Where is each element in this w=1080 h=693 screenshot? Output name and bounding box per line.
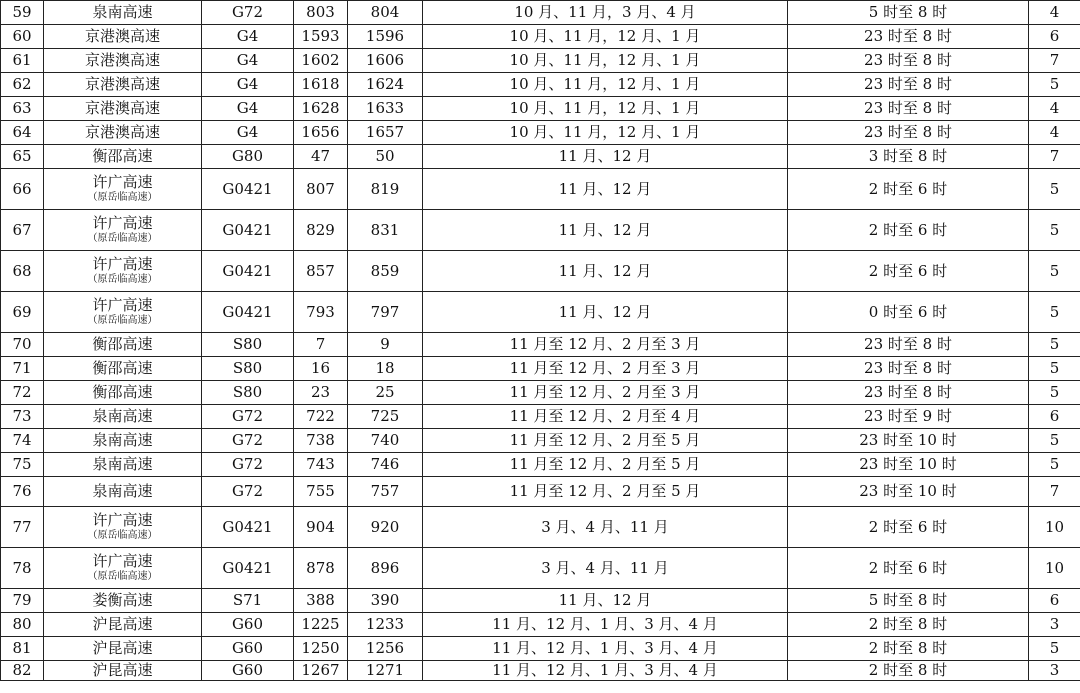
table-row: [1, 292, 1080, 333]
road-name-text: 沪昆高速: [92, 660, 153, 679]
cell-road-code: G4: [202, 121, 294, 145]
cell-end-km: 1657: [348, 121, 423, 145]
cell-index: 76: [1, 477, 44, 507]
road-name-text: 泉南高速: [92, 406, 153, 425]
cell-hours: 2 时至 8 时: [788, 613, 1029, 637]
cell-start-km: 807: [294, 169, 348, 210]
road-name-text: 许广高速: [92, 214, 153, 233]
cell-hours: 2 时至 8 时: [788, 637, 1029, 661]
table-row: [1, 121, 1080, 145]
cell-road-code: G80: [202, 145, 294, 169]
cell-road-code: G60: [202, 637, 294, 661]
table-row: [1, 25, 1080, 49]
cell-start-km: 1602: [294, 49, 348, 73]
cell-months: 10 月、11 月，12 月、1 月: [423, 121, 788, 145]
table-row: [1, 145, 1080, 169]
road-name-text: 京港澳高速: [84, 50, 160, 69]
cell-road-name: [44, 477, 202, 507]
cell-road-name: [44, 548, 202, 589]
cell-hours: 23 时至 8 时: [788, 97, 1029, 121]
cell-road-name: [44, 661, 202, 681]
cell-months: 11 月、12 月: [423, 292, 788, 333]
cell-index: 66: [1, 169, 44, 210]
table-row: [1, 637, 1080, 661]
cell-road-code: G0421: [202, 507, 294, 548]
cell-start-km: 743: [294, 453, 348, 477]
cell-months: 11 月、12 月: [423, 145, 788, 169]
cell-start-km: 803: [294, 1, 348, 25]
cell-months: 10 月、11 月，12 月、1 月: [423, 25, 788, 49]
cell-count: 4: [1029, 121, 1080, 145]
cell-index: 77: [1, 507, 44, 548]
cell-hours: 2 时至 6 时: [788, 251, 1029, 292]
table-row: [1, 613, 1080, 637]
cell-end-km: 896: [348, 548, 423, 589]
cell-start-km: 1593: [294, 25, 348, 49]
cell-road-code: S80: [202, 357, 294, 381]
cell-months: 11 月至 12 月、2 月至 3 月: [423, 381, 788, 405]
road-name-text: 泉南高速: [92, 430, 153, 449]
cell-road-name: [44, 1, 202, 25]
road-name-text: 衡邵高速: [92, 334, 153, 353]
road-note-text: （原岳临高速）: [87, 529, 158, 541]
cell-end-km: 1624: [348, 73, 423, 97]
road-name-text: 沪昆高速: [92, 614, 153, 633]
table-row: [1, 429, 1080, 453]
cell-index: 75: [1, 453, 44, 477]
cell-start-km: 904: [294, 507, 348, 548]
cell-road-code: G72: [202, 1, 294, 25]
cell-hours: 2 时至 6 时: [788, 507, 1029, 548]
road-note-text: （原岳临高速）: [87, 570, 158, 582]
road-note-text: （原岳临高速）: [87, 232, 158, 244]
table-row: [1, 589, 1080, 613]
cell-index: 73: [1, 405, 44, 429]
cell-start-km: 1628: [294, 97, 348, 121]
road-name-text: 衡邵高速: [92, 358, 153, 377]
cell-start-km: 878: [294, 548, 348, 589]
cell-road-code: G0421: [202, 169, 294, 210]
table-row: [1, 357, 1080, 381]
road-name-text: 京港澳高速: [84, 74, 160, 93]
cell-count: 3: [1029, 613, 1080, 637]
cell-count: 4: [1029, 1, 1080, 25]
cell-count: 5: [1029, 637, 1080, 661]
cell-end-km: 859: [348, 251, 423, 292]
cell-road-name: [44, 589, 202, 613]
road-name-text: 泉南高速: [92, 2, 153, 21]
cell-months: 11 月至 12 月、2 月至 3 月: [423, 357, 788, 381]
cell-count: 6: [1029, 405, 1080, 429]
cell-months: 11 月至 12 月、2 月至 5 月: [423, 477, 788, 507]
cell-months: 11 月、12 月、1 月、3 月、4 月: [423, 661, 788, 681]
cell-index: 69: [1, 292, 44, 333]
cell-road-name: [44, 357, 202, 381]
cell-road-code: G4: [202, 97, 294, 121]
cell-end-km: 804: [348, 1, 423, 25]
cell-months: 10 月、11 月，3 月、4 月: [423, 1, 788, 25]
cell-hours: 23 时至 8 时: [788, 333, 1029, 357]
cell-hours: 23 时至 8 时: [788, 25, 1029, 49]
cell-months: 11 月、12 月: [423, 210, 788, 251]
cell-index: 62: [1, 73, 44, 97]
cell-start-km: 857: [294, 251, 348, 292]
cell-road-code: S71: [202, 589, 294, 613]
cell-count: 5: [1029, 251, 1080, 292]
road-note-text: （原岳临高速）: [87, 314, 158, 326]
road-name-text: 京港澳高速: [84, 98, 160, 117]
cell-start-km: 7: [294, 333, 348, 357]
cell-hours: 23 时至 8 时: [788, 73, 1029, 97]
cell-road-code: G4: [202, 73, 294, 97]
road-name-text: 娄衡高速: [92, 590, 153, 609]
cell-end-km: 1271: [348, 661, 423, 681]
cell-start-km: 23: [294, 381, 348, 405]
cell-end-km: 50: [348, 145, 423, 169]
cell-index: 78: [1, 548, 44, 589]
cell-hours: 23 时至 9 时: [788, 405, 1029, 429]
cell-hours: 2 时至 6 时: [788, 210, 1029, 251]
cell-start-km: 1618: [294, 73, 348, 97]
table-row: [1, 453, 1080, 477]
cell-road-name: [44, 381, 202, 405]
cell-end-km: 757: [348, 477, 423, 507]
cell-road-name: [44, 25, 202, 49]
cell-months: 11 月、12 月: [423, 589, 788, 613]
road-name-text: 泉南高速: [92, 454, 153, 473]
cell-months: 11 月至 12 月、2 月至 5 月: [423, 429, 788, 453]
cell-road-name: [44, 169, 202, 210]
cell-road-code: S80: [202, 381, 294, 405]
cell-hours: 23 时至 8 时: [788, 381, 1029, 405]
cell-road-name: [44, 507, 202, 548]
cell-road-code: G0421: [202, 548, 294, 589]
cell-road-name: [44, 637, 202, 661]
cell-index: 79: [1, 589, 44, 613]
cell-hours: 23 时至 8 时: [788, 357, 1029, 381]
cell-months: 11 月、12 月、1 月、3 月、4 月: [423, 637, 788, 661]
cell-index: 70: [1, 333, 44, 357]
cell-count: 5: [1029, 453, 1080, 477]
road-name-text: 京港澳高速: [84, 26, 160, 45]
road-name-text: 许广高速: [92, 296, 153, 315]
cell-start-km: 16: [294, 357, 348, 381]
cell-index: 59: [1, 1, 44, 25]
road-name-text: 京港澳高速: [84, 122, 160, 141]
cell-months: 10 月、11 月，12 月、1 月: [423, 97, 788, 121]
table-row: [1, 477, 1080, 507]
cell-road-name: [44, 613, 202, 637]
cell-index: 64: [1, 121, 44, 145]
cell-end-km: 18: [348, 357, 423, 381]
cell-start-km: 1225: [294, 613, 348, 637]
cell-hours: 2 时至 8 时: [788, 661, 1029, 681]
cell-index: 68: [1, 251, 44, 292]
cell-count: 10: [1029, 507, 1080, 548]
road-name-text: 泉南高速: [92, 481, 153, 500]
cell-start-km: 738: [294, 429, 348, 453]
cell-hours: 23 时至 8 时: [788, 49, 1029, 73]
cell-count: 5: [1029, 73, 1080, 97]
cell-end-km: 25: [348, 381, 423, 405]
cell-end-km: 1256: [348, 637, 423, 661]
cell-count: 7: [1029, 145, 1080, 169]
cell-index: 74: [1, 429, 44, 453]
cell-road-code: G72: [202, 453, 294, 477]
road-name-text: 沪昆高速: [92, 638, 153, 657]
cell-count: 5: [1029, 357, 1080, 381]
cell-start-km: 1267: [294, 661, 348, 681]
table-row: [1, 1, 1080, 25]
cell-hours: 23 时至 10 时: [788, 429, 1029, 453]
cell-road-name: [44, 210, 202, 251]
cell-hours: 23 时至 10 时: [788, 453, 1029, 477]
cell-end-km: 797: [348, 292, 423, 333]
road-name-text: 衡邵高速: [92, 146, 153, 165]
cell-road-name: [44, 333, 202, 357]
cell-months: 10 月、11 月，12 月、1 月: [423, 49, 788, 73]
cell-months: 3 月、4 月、11 月: [423, 548, 788, 589]
cell-index: 60: [1, 25, 44, 49]
cell-hours: 0 时至 6 时: [788, 292, 1029, 333]
cell-end-km: 819: [348, 169, 423, 210]
cell-road-code: G72: [202, 477, 294, 507]
road-name-text: 许广高速: [92, 173, 153, 192]
cell-start-km: 793: [294, 292, 348, 333]
cell-months: 11 月至 12 月、2 月至 5 月: [423, 453, 788, 477]
cell-start-km: 755: [294, 477, 348, 507]
cell-count: 5: [1029, 333, 1080, 357]
cell-count: 6: [1029, 25, 1080, 49]
cell-road-name: [44, 292, 202, 333]
cell-index: 72: [1, 381, 44, 405]
cell-end-km: 9: [348, 333, 423, 357]
cell-road-name: [44, 251, 202, 292]
cell-road-code: G0421: [202, 251, 294, 292]
road-note-text: （原岳临高速）: [87, 273, 158, 285]
cell-road-name: [44, 453, 202, 477]
cell-hours: 2 时至 6 时: [788, 548, 1029, 589]
table-row: [1, 405, 1080, 429]
road-name-text: 许广高速: [92, 511, 153, 530]
cell-index: 63: [1, 97, 44, 121]
table-row: [1, 333, 1080, 357]
cell-road-code: G60: [202, 613, 294, 637]
cell-road-code: G4: [202, 25, 294, 49]
cell-start-km: 829: [294, 210, 348, 251]
table-row: [1, 661, 1080, 681]
cell-end-km: 740: [348, 429, 423, 453]
cell-end-km: 831: [348, 210, 423, 251]
cell-index: 80: [1, 613, 44, 637]
cell-road-code: S80: [202, 333, 294, 357]
cell-count: 7: [1029, 477, 1080, 507]
table-row: [1, 507, 1080, 548]
cell-end-km: 920: [348, 507, 423, 548]
cell-road-name: [44, 145, 202, 169]
cell-road-name: [44, 405, 202, 429]
cell-index: 61: [1, 49, 44, 73]
cell-end-km: 1233: [348, 613, 423, 637]
cell-months: 11 月、12 月、1 月、3 月、4 月: [423, 613, 788, 637]
cell-start-km: 1656: [294, 121, 348, 145]
cell-months: 11 月至 12 月、2 月至 4 月: [423, 405, 788, 429]
road-name-text: 许广高速: [92, 255, 153, 274]
cell-count: 6: [1029, 589, 1080, 613]
cell-index: 82: [1, 661, 44, 681]
table-row: [1, 251, 1080, 292]
cell-months: 11 月、12 月: [423, 251, 788, 292]
cell-road-name: [44, 73, 202, 97]
road-name-text: 许广高速: [92, 552, 153, 571]
table-row: [1, 210, 1080, 251]
cell-index: 81: [1, 637, 44, 661]
cell-start-km: 722: [294, 405, 348, 429]
cell-hours: 5 时至 8 时: [788, 1, 1029, 25]
cell-end-km: 390: [348, 589, 423, 613]
road-note-text: （原岳临高速）: [87, 191, 158, 203]
road-name-text: 衡邵高速: [92, 382, 153, 401]
cell-start-km: 47: [294, 145, 348, 169]
table-row: [1, 49, 1080, 73]
cell-index: 65: [1, 145, 44, 169]
cell-road-name: [44, 97, 202, 121]
table-row: [1, 97, 1080, 121]
table-row: [1, 169, 1080, 210]
cell-hours: 23 时至 8 时: [788, 121, 1029, 145]
cell-road-code: G72: [202, 429, 294, 453]
cell-end-km: 1633: [348, 97, 423, 121]
cell-count: 7: [1029, 49, 1080, 73]
table-row: [1, 73, 1080, 97]
cell-count: 10: [1029, 548, 1080, 589]
cell-hours: 2 时至 6 时: [788, 169, 1029, 210]
cell-months: 11 月、12 月: [423, 169, 788, 210]
cell-count: 5: [1029, 429, 1080, 453]
cell-start-km: 388: [294, 589, 348, 613]
cell-road-code: G0421: [202, 292, 294, 333]
cell-start-km: 1250: [294, 637, 348, 661]
cell-index: 67: [1, 210, 44, 251]
cell-months: 10 月、11 月，12 月、1 月: [423, 73, 788, 97]
cell-road-code: G0421: [202, 210, 294, 251]
table-row: [1, 381, 1080, 405]
cell-count: 5: [1029, 381, 1080, 405]
cell-end-km: 746: [348, 453, 423, 477]
cell-count: 5: [1029, 169, 1080, 210]
cell-road-code: G72: [202, 405, 294, 429]
table-body: [1, 1, 1080, 681]
cell-end-km: 725: [348, 405, 423, 429]
cell-count: 5: [1029, 292, 1080, 333]
cell-road-name: [44, 49, 202, 73]
cell-count: 4: [1029, 97, 1080, 121]
cell-road-code: G4: [202, 49, 294, 73]
cell-road-name: [44, 429, 202, 453]
cell-count: 3: [1029, 661, 1080, 681]
cell-index: 71: [1, 357, 44, 381]
table-row: [1, 548, 1080, 589]
cell-road-name: [44, 121, 202, 145]
cell-road-code: G60: [202, 661, 294, 681]
cell-count: 5: [1029, 210, 1080, 251]
cell-hours: 23 时至 10 时: [788, 477, 1029, 507]
cell-hours: 3 时至 8 时: [788, 145, 1029, 169]
cell-end-km: 1596: [348, 25, 423, 49]
cell-months: 3 月、4 月、11 月: [423, 507, 788, 548]
cell-months: 11 月至 12 月、2 月至 3 月: [423, 333, 788, 357]
cell-hours: 5 时至 8 时: [788, 589, 1029, 613]
cell-end-km: 1606: [348, 49, 423, 73]
